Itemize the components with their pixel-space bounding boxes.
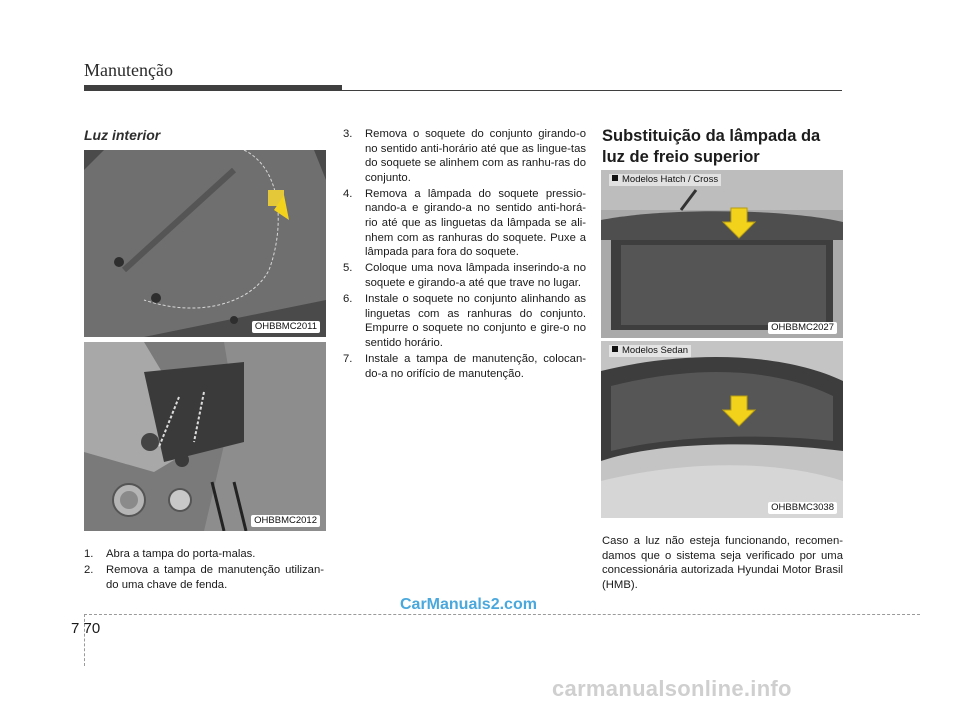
photo-code: OHBBMC2011 xyxy=(252,321,320,333)
section-heading-brake-light: Substituição da lâmpada da luz de freio superior xyxy=(602,127,821,166)
middle-steps-list xyxy=(343,127,586,383)
model-label-hatch: Modelos Hatch / Cross xyxy=(609,174,721,186)
step-item: 4. Remova a lâmpada do soquete pressio-nando-a e girando-a no sentido anti-horá-rio até que as linguetas da lâmpada se ali-nhem com as ranhuras do soquete. Puxe a lâmpada para fora do soquete. xyxy=(343,187,586,259)
footer-rule xyxy=(84,614,920,615)
photo-interior-light-socket xyxy=(84,342,326,531)
step-item: 3. Remova o soquete do conjunto girando-o no sentido anti-horário até que as lingue-tas do soquete se alinhem com as ranhu-ras do conjunto. xyxy=(343,128,586,184)
step-item: 5. Coloque uma nova lâmpada inserindo-a no soquete e girando-a até que trave no lugar. xyxy=(343,262,586,289)
square-bullet-icon xyxy=(612,346,618,352)
step-item: 6. Instale o soquete no conjunto alinhando as linguetas com as ranhuras do conjunto. Empurre o soquete no conjunto e gire-o no sentido horário. xyxy=(343,293,586,349)
photo-code: OHBBMC2012 xyxy=(251,515,320,527)
step-item: 1. Abra a tampa do porta-malas. xyxy=(84,548,256,560)
photo-code: OHBBMC3038 xyxy=(768,502,837,514)
page-number: 7 70 xyxy=(71,620,101,637)
step-item: 7. Instale a tampa de manutenção, colocan-do-a no orifício de manutenção. xyxy=(343,352,586,380)
model-label-sedan: Modelos Sedan xyxy=(609,345,691,357)
section-heading-interior-light: Luz interior xyxy=(84,127,161,143)
photo-code: OHBBMC2027 xyxy=(768,322,837,334)
brake-light-paragraph: Caso a luz não esteja funcionando, recomen-damos que o sistema seja verificado por uma concessionária autorizada Hyundai Motor Brasil (HMB). xyxy=(602,535,843,591)
photo-hatch-rear xyxy=(601,170,843,338)
header-rule-thick xyxy=(84,85,342,91)
watermark-carmanualsonline: carmanualsonline.info xyxy=(552,676,792,701)
left-steps-list xyxy=(84,547,324,594)
photo-interior-light-cover xyxy=(84,150,326,337)
watermark-carmanuals2: CarManuals2.com xyxy=(400,596,537,613)
page-header-title: Manutenção xyxy=(84,60,173,80)
header-rule-thin xyxy=(342,90,842,91)
square-bullet-icon xyxy=(612,175,618,181)
step-item: 2. Remova a tampa de manutenção utilizan-do uma chave de fenda. xyxy=(84,564,324,591)
photo-sedan-rear xyxy=(601,341,843,518)
